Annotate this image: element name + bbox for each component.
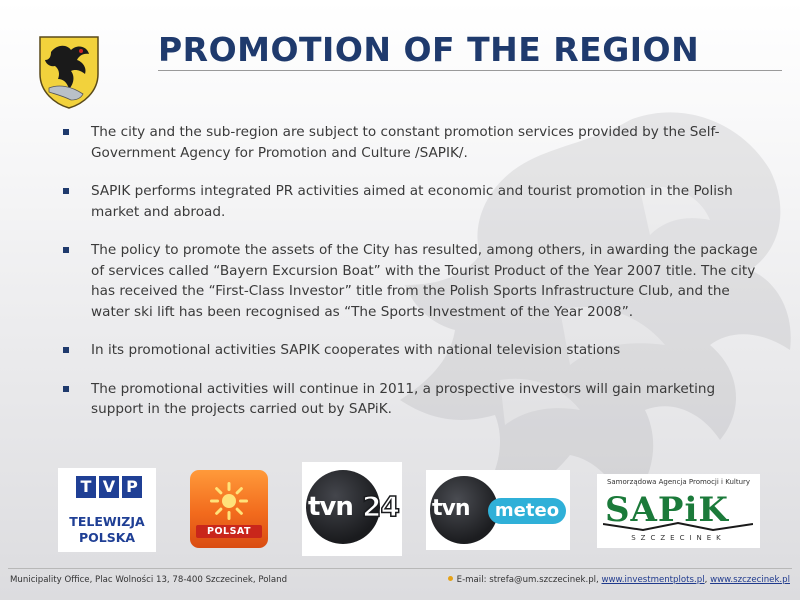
bullet-dot-icon [448,576,453,581]
tvp-letter: P [122,476,142,498]
footer-separator: , [704,575,711,585]
tvn24-label: tvn [308,492,353,522]
page-title: PROMOTION OF THE REGION [158,30,700,69]
footer-divider [8,568,792,569]
tvn24-number: 24 [362,490,399,523]
swoosh-icon [603,522,753,532]
investmentplots-link[interactable]: www.investmentplots.pl [601,575,705,585]
list-item [60,181,760,222]
footer-contact [448,575,790,585]
sapik-top-text: Samorządowa Agencja Promocji i Kultury [606,478,751,486]
list-item-text: The city and the sub-region are subject to constant promotion services provided by the Self-Government Agency for Promotion and Culture /SAPIK/. [91,124,720,161]
polsat-logo [190,470,268,548]
griffin-crest-icon [37,34,101,110]
sapik-bottom-text: SZCZECINEK [631,534,726,542]
square-bullet-icon [63,347,69,353]
polsat-label: POLSAT [196,525,262,538]
tvp-letter: T [76,476,96,498]
square-bullet-icon [63,386,69,392]
sapik-logo [597,474,760,548]
footer-email: E-mail: strefa@um.szczecinek.pl, [456,575,602,585]
list-item [60,122,760,163]
bullet-list [60,122,760,438]
square-bullet-icon [63,129,69,135]
list-item-text: The promotional activities will continue in 2011, a prospective investors will gain marketing support in the projects carried out by SAPiK. [91,380,716,417]
tvp-letter: V [99,476,119,498]
list-item [60,340,760,361]
list-item [60,379,760,420]
sapik-name: SAPiK [605,490,729,530]
tvn24-logo [302,462,402,556]
tvn-meteo-sub: meteo [488,498,566,524]
tvn-meteo-label: tvn [432,496,470,521]
tvp-line-1: TELEWIZJA [69,514,145,529]
square-bullet-icon [63,188,69,194]
list-item-text: In its promotional activities SAPIK cooperates with national television stations [91,342,621,358]
list-item [60,240,760,322]
square-bullet-icon [63,247,69,253]
title-divider [158,70,782,71]
tvn-meteo-logo [426,470,570,550]
tvp-line-2: POLSKA [78,530,136,545]
sun-icon [208,480,250,522]
list-item-text: The policy to promote the assets of the City has resulted, among others, in awarding the package of services called “Bayern Excursion Boat” with the Tourist Product of the Year 2007 title. The city has received the “First-Class Investor” title from the Polish Sports Infrastructure Club, and the water ski lift has been recognised as “The Sports Investment of the Year 2008”. [91,242,758,320]
tvp-logo [58,468,156,552]
footer-address: Municipality Office, Plac Wolności 13, 78-400 Szczecinek, Poland [10,575,288,585]
list-item-text: SAPIK performs integrated PR activities aimed at economic and tourist promotion in the Polish market and abroad. [91,183,733,220]
szczecinek-link[interactable]: www.szczecinek.pl [710,575,790,585]
